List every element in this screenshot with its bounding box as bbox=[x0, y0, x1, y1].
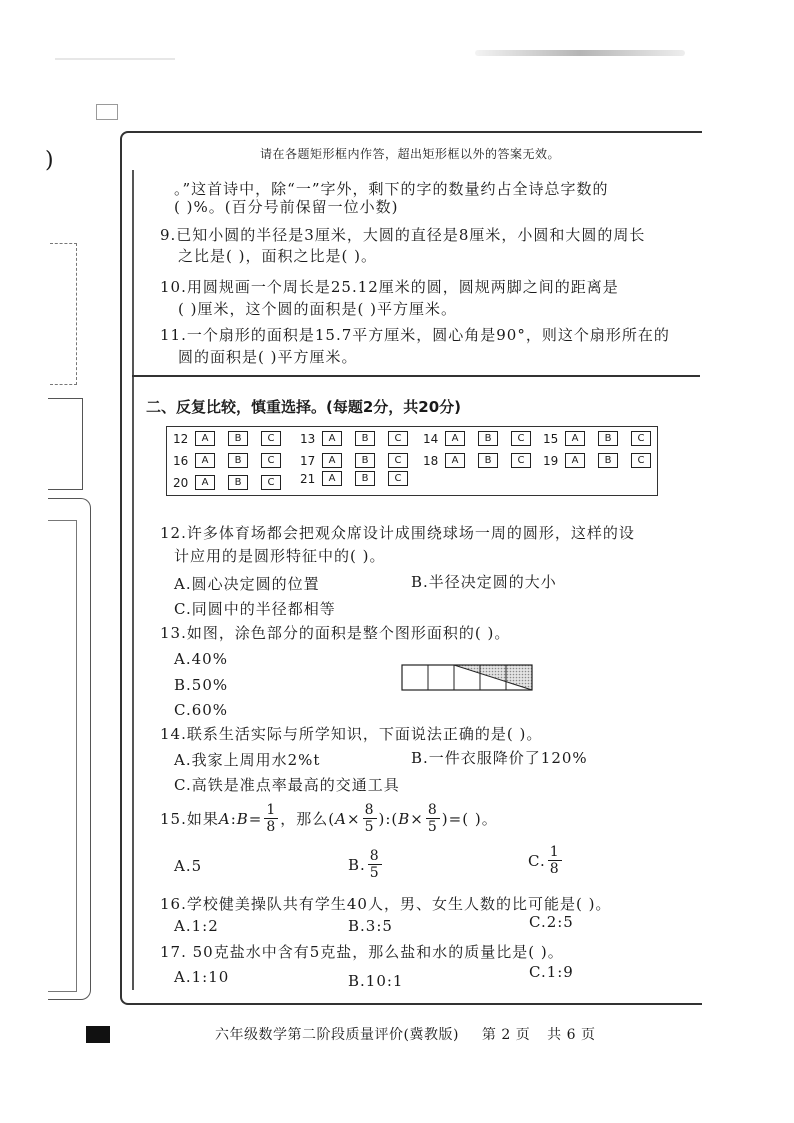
question-17-stem: 17. 50克盐水中含有5克盐，那么盐和水的质量比是( )。 bbox=[160, 943, 564, 961]
question-14-option-c: C.高铁是准点率最高的交通工具 bbox=[174, 776, 400, 794]
option-b-bubble[interactable]: B bbox=[228, 475, 248, 490]
question-17-option-a: A.1:10 bbox=[174, 968, 230, 986]
option-a-bubble[interactable]: A bbox=[195, 475, 215, 490]
answer-item bbox=[423, 453, 544, 468]
q15-prefix: 15.如果 bbox=[160, 810, 219, 828]
margin-box-inner bbox=[48, 520, 77, 992]
answer-item bbox=[423, 431, 544, 446]
question-13-figure bbox=[401, 664, 533, 691]
footer-total-pages: 共 6 页 bbox=[547, 1027, 596, 1043]
option-a-bubble[interactable]: A bbox=[322, 431, 342, 446]
frame-inner-border bbox=[132, 170, 134, 990]
answer-item bbox=[300, 471, 421, 486]
option-b-bubble[interactable]: B bbox=[355, 471, 375, 486]
question-16-option-b: B.3:5 bbox=[348, 917, 393, 935]
question-number: 15 bbox=[543, 431, 559, 446]
corner-mark bbox=[96, 104, 118, 120]
question-number: 13 bbox=[300, 431, 316, 446]
option-fraction bbox=[368, 848, 382, 881]
option-c-bubble[interactable]: C bbox=[388, 471, 408, 486]
question-9-line2: 之比是( )，面积之比是( )。 bbox=[178, 247, 377, 265]
question-10-line1: 10.用圆规画一个周长是25.12厘米的圆，圆规两脚之间的距离是 bbox=[160, 278, 619, 296]
question-16-stem: 16.学校健美操队共有学生40人，男、女生人数的比可能是( )。 bbox=[160, 895, 612, 913]
fraction-denominator: 5 bbox=[427, 819, 438, 835]
option-c-bubble[interactable]: C bbox=[631, 453, 651, 468]
question-number: 18 bbox=[423, 453, 439, 468]
question-11-line2: 圆的面积是( )平方厘米。 bbox=[178, 348, 358, 366]
question-15-stem bbox=[160, 802, 498, 835]
answer-item bbox=[173, 453, 294, 468]
scan-artifact bbox=[475, 50, 685, 56]
question-9-line1: 9.已知小圆的半径是3厘米，大圆的直径是8厘米，小圆和大圆的周长 bbox=[160, 226, 646, 244]
q15-times: × bbox=[410, 809, 424, 828]
question-number: 17 bbox=[300, 453, 316, 468]
question-15-option-b bbox=[348, 848, 384, 881]
question-17-option-c: C.1:9 bbox=[529, 963, 574, 981]
answer-item bbox=[543, 431, 664, 446]
binding-dashed-box bbox=[50, 243, 77, 385]
question-13-stem: 13.如图，涂色部分的面积是整个图形面积的( )。 bbox=[160, 624, 511, 642]
answer-item bbox=[173, 475, 294, 490]
question-11-line1: 11.一个扇形的面积是15.7平方厘米，圆心角是90°，则这个扇形所在的 bbox=[160, 326, 670, 344]
option-b-bubble[interactable]: B bbox=[598, 431, 618, 446]
question-number: 20 bbox=[173, 475, 189, 490]
option-a-bubble[interactable]: A bbox=[445, 431, 465, 446]
option-label: C. bbox=[528, 851, 546, 870]
page-footer bbox=[215, 1024, 595, 1044]
fraction-numerator: 8 bbox=[364, 802, 375, 818]
question-15-option-c bbox=[528, 844, 564, 877]
q15-tail: )=( )。 bbox=[441, 810, 498, 828]
question-17-option-b: B.10:1 bbox=[348, 972, 404, 990]
answer-item bbox=[300, 431, 421, 446]
question-10-line2: ( )厘米，这个圆的面积是( )平方厘米。 bbox=[178, 300, 457, 318]
footer-page-number: 第 2 页 bbox=[481, 1027, 531, 1043]
q15-var-b: B bbox=[398, 809, 411, 828]
section-2-title: 二、反复比较，慎重选择。(每题2分，共20分) bbox=[146, 398, 462, 416]
question-number: 19 bbox=[543, 453, 559, 468]
option-b-bubble[interactable]: B bbox=[478, 453, 498, 468]
q15-colon: : bbox=[230, 809, 237, 828]
question-15-option-a: A.5 bbox=[174, 857, 203, 875]
answer-sheet-grid bbox=[166, 426, 658, 496]
q15-var-a: A bbox=[218, 809, 231, 828]
option-c-bubble[interactable]: C bbox=[388, 431, 408, 446]
fraction-numerator: 8 bbox=[427, 802, 438, 818]
option-a-bubble[interactable]: A bbox=[565, 453, 585, 468]
option-b-bubble[interactable]: B bbox=[478, 431, 498, 446]
option-c-bubble[interactable]: C bbox=[631, 431, 651, 446]
option-c-bubble[interactable]: C bbox=[511, 431, 531, 446]
q15-equals: = bbox=[248, 809, 263, 828]
question-12-option-c: C.同圆中的半径都相等 bbox=[174, 600, 336, 618]
fraction-numerator: 1 bbox=[266, 802, 277, 818]
section-divider bbox=[132, 375, 700, 377]
q15-fraction-8-5 bbox=[426, 802, 440, 835]
fraction-denominator: 5 bbox=[364, 819, 375, 835]
question-16-option-a: A.1:2 bbox=[174, 917, 219, 935]
answer-notice: 请在各题矩形框内作答，超出矩形框以外的答案无效。 bbox=[259, 147, 560, 161]
option-a-bubble[interactable]: A bbox=[322, 471, 342, 486]
q15-fraction-1-8 bbox=[264, 802, 278, 835]
option-b-bubble[interactable]: B bbox=[355, 453, 375, 468]
option-c-bubble[interactable]: C bbox=[261, 475, 281, 490]
question-line: 。”这首诗中，除“一”字外，剩下的字的数量约占全诗总字数的 bbox=[174, 180, 609, 198]
q15-var-b: B bbox=[236, 809, 249, 828]
question-number: 14 bbox=[423, 431, 439, 446]
question-line: ( )%。(百分号前保留一位小数) bbox=[174, 198, 399, 216]
option-a-bubble[interactable]: A bbox=[195, 453, 215, 468]
question-13-option-b: B.50% bbox=[174, 676, 229, 694]
question-14-option-b: B.一件衣服降价了120% bbox=[411, 749, 588, 767]
option-b-bubble[interactable]: B bbox=[355, 431, 375, 446]
question-12-option-b: B.半径决定圆的大小 bbox=[411, 573, 557, 591]
option-a-bubble[interactable]: A bbox=[445, 453, 465, 468]
question-13-option-c: C.60% bbox=[174, 701, 229, 719]
fraction-numerator: 1 bbox=[549, 844, 560, 860]
option-a-bubble[interactable]: A bbox=[322, 453, 342, 468]
question-number: 21 bbox=[300, 471, 316, 486]
answer-item bbox=[300, 453, 421, 468]
q15-then: ，那么( bbox=[280, 810, 336, 828]
option-fraction bbox=[548, 844, 562, 877]
question-12-stem: 计应用的是圆形特征中的( )。 bbox=[174, 547, 386, 565]
margin-mark: ) bbox=[45, 148, 54, 173]
option-b-bubble[interactable]: B bbox=[598, 453, 618, 468]
registration-mark bbox=[86, 1026, 110, 1043]
question-14-option-a: A.我家上周用水2%t bbox=[174, 751, 321, 769]
option-a-bubble[interactable]: A bbox=[195, 431, 215, 446]
margin-box bbox=[48, 398, 83, 490]
question-12-option-a: A.圆心决定圆的位置 bbox=[174, 575, 320, 593]
footer-title: 六年级数学第二阶段质量评价(冀教版) bbox=[215, 1027, 459, 1043]
option-a-bubble[interactable]: A bbox=[565, 431, 585, 446]
fraction-denominator: 5 bbox=[369, 865, 380, 881]
question-number: 12 bbox=[173, 431, 189, 446]
option-b-bubble[interactable]: B bbox=[228, 453, 248, 468]
fraction-denominator: 8 bbox=[266, 819, 277, 835]
option-b-bubble[interactable]: B bbox=[228, 431, 248, 446]
option-c-bubble[interactable]: C bbox=[261, 453, 281, 468]
question-16-option-c: C.2:5 bbox=[529, 913, 574, 931]
option-label: B. bbox=[348, 855, 366, 874]
question-number: 16 bbox=[173, 453, 189, 468]
fraction-numerator: 8 bbox=[369, 848, 380, 864]
question-14-stem: 14.联系生活实际与所学知识，下面说法正确的是( )。 bbox=[160, 725, 543, 743]
option-c-bubble[interactable]: C bbox=[388, 453, 408, 468]
option-c-bubble[interactable]: C bbox=[261, 431, 281, 446]
answer-item bbox=[173, 431, 294, 446]
fraction-denominator: 8 bbox=[549, 861, 560, 877]
q15-mid: ):( bbox=[378, 809, 399, 828]
q15-var-a: A bbox=[335, 809, 347, 828]
question-13-option-a: A.40% bbox=[174, 650, 228, 668]
answer-item bbox=[543, 453, 664, 468]
question-12-stem: 12.许多体育场都会把观众席设计成围绕球场一周的圆形，这样的设 bbox=[160, 524, 635, 542]
option-c-bubble[interactable]: C bbox=[511, 453, 531, 468]
q15-times: × bbox=[347, 809, 361, 828]
q15-fraction-8-5 bbox=[363, 802, 377, 835]
scan-artifact bbox=[55, 58, 175, 60]
